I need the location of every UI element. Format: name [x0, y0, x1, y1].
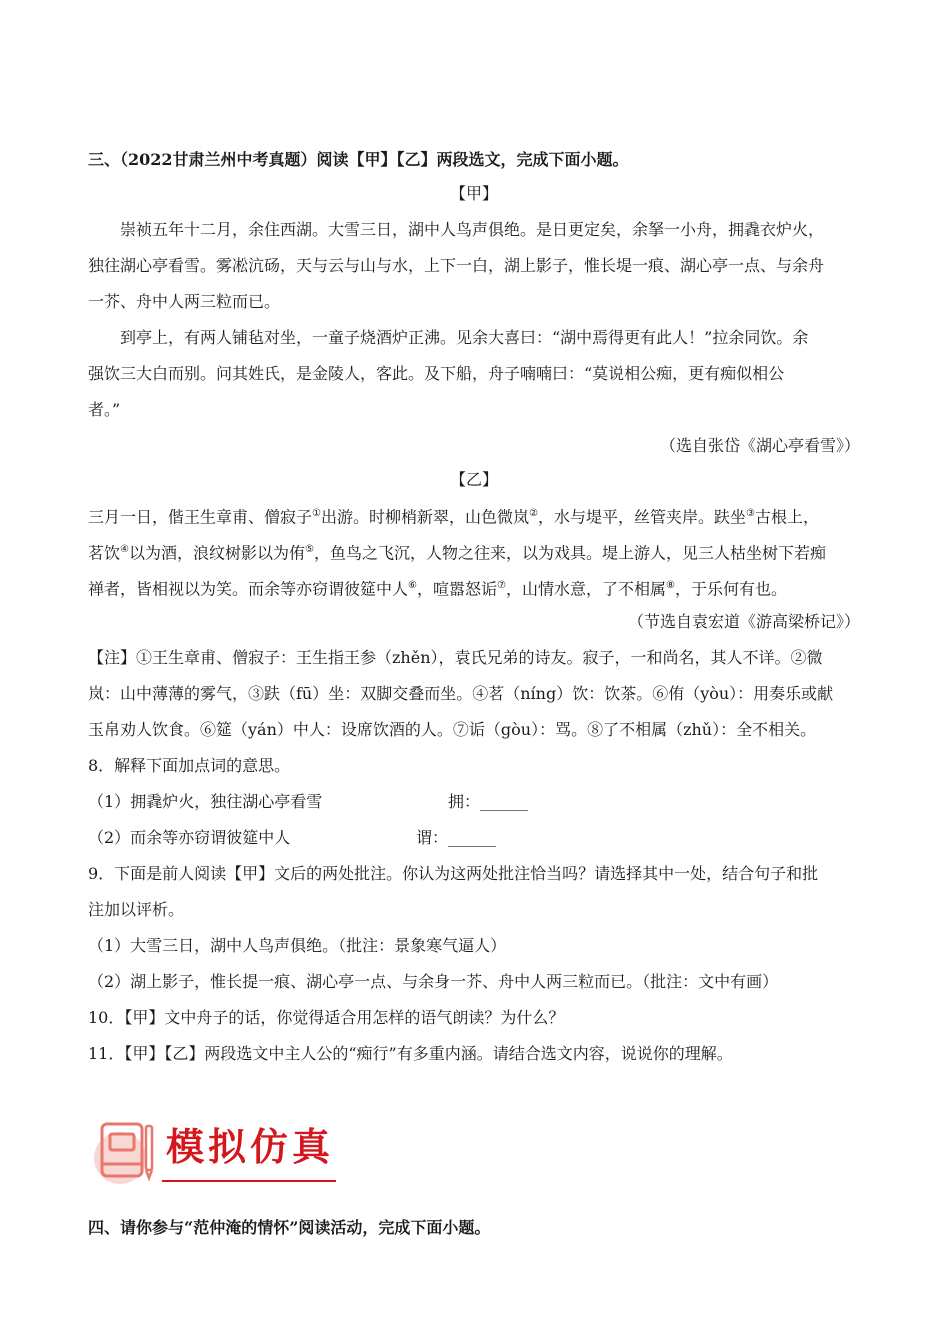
passage-jia-line: 一芥、舟中人两三粒而已。: [88, 292, 281, 311]
question-10: 10．【甲】文中舟子的话，你觉得适合用怎样的语气朗读？为什么？: [88, 1008, 565, 1027]
section-banner: [92, 1118, 342, 1190]
banner-underline: [162, 1180, 336, 1182]
question-9-cont: 注加以评析。: [88, 900, 185, 919]
text-run: 茗饮: [88, 543, 121, 563]
passage-jia-line: 到亭上，有两人铺毡对坐，一童子烧酒炉正沸。见余大喜曰：“湖中焉得更有此人！”拉余同饮。余: [120, 328, 809, 347]
question-9: 9．下面是前人阅读【甲】文后的两处批注。你认为这两处批注恰当吗？请选择其中一处，结合句子和批: [88, 864, 819, 883]
text-run: 毳炉火，独往湖心亭看雪: [146, 792, 323, 811]
text-run: 禅者，皆相视以为笑。而余等亦窃谓彼筵中人: [88, 579, 409, 599]
text-run: （1）: [88, 792, 131, 811]
text-run: 以为酒，浪纹树影以为侑: [128, 543, 305, 563]
emphasis-dot-word: 拥: [130, 792, 147, 811]
annotation-line: 岚：山中薄薄的雾气，③趺（fū）坐：双脚交叠而坐。④茗（níng）饮：饮茶。⑥侑（yòu）：用奏乐或献: [88, 684, 834, 703]
question-11: 11．【甲】【乙】两段选文中主人公的“痴行”有多重内涵。请结合选文内容，说说你的理解。: [88, 1044, 733, 1063]
question-9-item-2: （2）湖上影子，惟长提一痕、湖心亭一点、与余身一芥、舟中人两三粒而已。（批注：文中有画）: [88, 972, 779, 991]
text-run: ，鱼鸟之飞沉，人物之往来，以为戏具。堤上游人，见三人枯坐树下若痴: [313, 543, 826, 563]
banner-title: 模拟仿真: [166, 1124, 335, 1169]
footnote-marker: ④: [120, 544, 129, 555]
passage-jia-label: 【甲】: [449, 184, 498, 203]
passage-jia-line: 强饮三大白而别。问其姓氏，是金陵人，客此。及下船，舟子喃喃曰：“莫说相公痴，更有痴似相公: [88, 364, 785, 383]
passage-yi-line: [88, 576, 860, 599]
answer-blank[interactable]: 谓：______: [416, 828, 497, 847]
text-run: 三月一日，偕王生章甫、僧寂子: [88, 507, 313, 527]
footnote-marker: ⑤: [305, 544, 314, 555]
text-run: ，水与堤平，丝管夹岸。趺坐: [537, 507, 746, 527]
footnote-marker: ⑧: [665, 580, 675, 591]
answer-blank[interactable]: 拥：______: [448, 792, 529, 811]
question-9-item-1: （1）大雪三日，湖中人鸟声俱绝。（批注：景象寒气逼人）: [88, 936, 507, 955]
footnote-marker: ①: [312, 508, 321, 519]
passage-jia-line: 独往湖心亭看雪。雾凇沆砀，天与云与山与水，上下一白，湖上影子，惟长堤一痕、湖心亭一点、与余舟: [88, 256, 825, 275]
footnote-marker: ②: [529, 508, 538, 519]
passage-yi-label: 【乙】: [449, 470, 498, 489]
footnote-marker: ③: [745, 508, 755, 519]
text-run: （2）而余等亦窃: [88, 828, 211, 847]
text-run: 古根上，: [754, 507, 819, 527]
passage-yi-line: [88, 504, 860, 527]
text-run: ，于乐何有也。: [674, 579, 787, 599]
passage-jia-source: （选自张岱《湖心亭看雪》）: [659, 436, 860, 455]
text-run: 出游。时柳梢新翠，山色微岚: [320, 507, 529, 527]
text-run: 彼筵中人: [226, 828, 291, 847]
footnote-marker: ⑦: [497, 580, 506, 591]
question-8-item-1: [88, 792, 860, 812]
passage-yi-line: [88, 540, 860, 563]
section-heading: 三、（2022甘肃兰州中考真题）阅读【甲】【乙】两段选文，完成下面小题。: [88, 150, 629, 169]
question-8: 8．解释下面加点词的意思。: [88, 756, 291, 775]
section-heading: 四、请你参与“范仲淹的情怀”阅读活动，完成下面小题。: [88, 1218, 491, 1237]
text-run: ，喧嚣怒诟: [416, 579, 497, 599]
emphasis-dot-word: 谓: [210, 828, 227, 847]
passage-jia-line: 者。”: [88, 400, 121, 419]
passage-yi-source: （节选自袁宏道《游高梁桥记》）: [627, 612, 860, 631]
passage-jia-line: 崇祯五年十二月，余住西湖。大雪三日，湖中人鸟声俱绝。是日更定矣，余拏一小舟，拥毳衣炉火，: [120, 220, 825, 239]
text-run: ，山情水意，了不相属: [505, 579, 666, 599]
question-8-item-2: [88, 828, 860, 848]
annotation-line: 【注】①王生章甫、僧寂子：王生指王参（zhěn），袁氏兄弟的诗友。寂子，一和尚名，其人不详。②微: [88, 648, 823, 667]
book-icon: [92, 1118, 158, 1190]
annotation-line: 玉帛劝人饮食。⑥筵（yán）中人：设席饮酒的人。⑦诟（gòu）：骂。⑧了不相属（zhǔ）：全不相关。: [88, 720, 817, 739]
footnote-marker: ⑥: [408, 580, 417, 591]
